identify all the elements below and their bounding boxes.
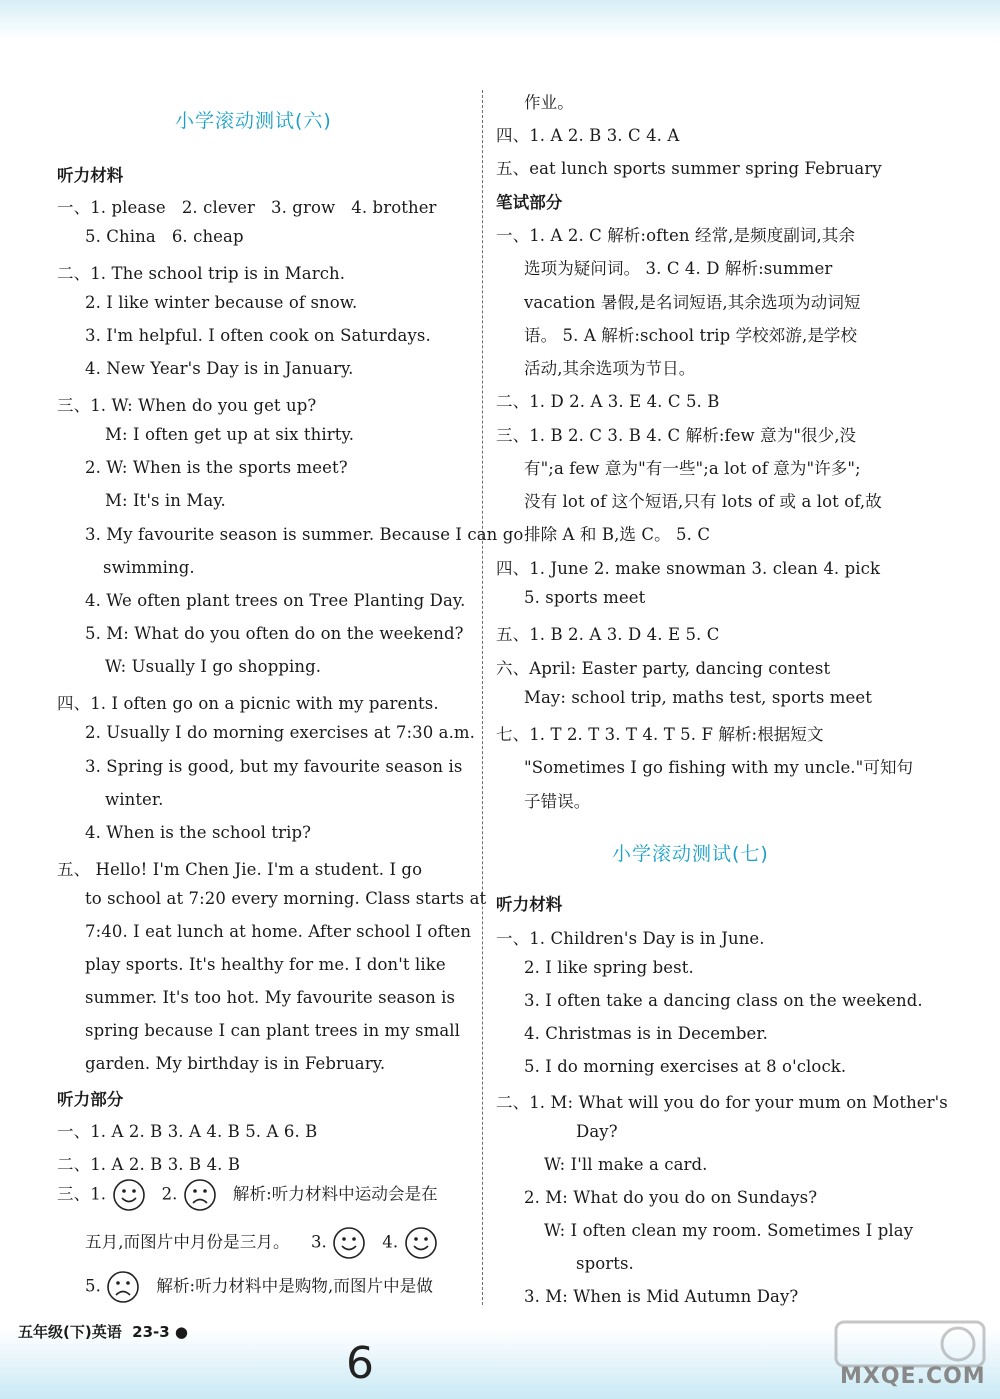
text-line: 四、1. I often go on a picnic with my parents.: [57, 694, 439, 713]
answer-line: 五、eat lunch sports summer spring February: [496, 159, 882, 178]
page-code: 23-3 ●: [132, 1323, 189, 1341]
answer-line: 五、1. B 2. A 3. D 4. E 5. C: [496, 625, 720, 644]
answer-line: 5. China 6. cheap: [85, 227, 244, 246]
text-line: vacation 暑假,是名词短语,其余选项为动词短: [524, 293, 861, 312]
text-line: swimming.: [103, 558, 195, 577]
text-line: 三、1. B 2. C 3. B 4. C 解析:few 意为"很少,没: [496, 426, 857, 445]
heading-listening-part: 听力部分: [57, 1090, 124, 1109]
text-line: play sports. It's healthy for me. I don't like: [85, 955, 446, 974]
answer-line: 四、1. A 2. B 3. C 4. A: [496, 126, 680, 145]
text-line: 没有 lot of 这个短语,只有 lots of 或 a lot of,故: [524, 492, 882, 511]
text-line: 3. My favourite season is summer. Because I can go: [85, 525, 524, 544]
answer-line: 一、1. A 2. B 3. A 4. B 5. A 6. B: [57, 1122, 318, 1141]
text-line: W: Usually I go shopping.: [105, 657, 322, 676]
text-line: winter.: [105, 790, 164, 809]
text-line: 五、 Hello! I'm Chen Jie. I'm a student. I go: [57, 860, 423, 879]
text-line: 活动,其余选项为节日。: [524, 359, 696, 378]
text-line: W: I often clean my room. Sometimes I play: [544, 1221, 914, 1240]
text-line: 7:40. I eat lunch at home. After school I often: [85, 922, 472, 941]
section-title: 小学滚动测试(六): [175, 110, 332, 132]
text-line: 二、1. M: What will you do for your mum on Mother's: [496, 1093, 948, 1112]
text-line: summer. It's too hot. My favourite season is: [85, 988, 456, 1007]
handwritten-page-number: 6: [346, 1338, 374, 1389]
text-line: 2. I like winter because of snow.: [85, 293, 358, 312]
smiley-face-icon: [404, 1226, 438, 1260]
text-line: spring because I can plant trees in my small: [85, 1021, 461, 1040]
text-line: 4. When is the school trip?: [85, 823, 312, 842]
text-line: 一、1. Children's Day is in June.: [496, 929, 765, 948]
text-line: May: school trip, maths test, sports meet: [524, 688, 872, 707]
text-line: 选项为疑问词。 3. C 4. D 解析:summer: [524, 259, 833, 278]
heading-written-part: 笔试部分: [496, 193, 563, 212]
text-line: 5. sports meet: [524, 588, 646, 607]
text-line: garden. My birthday is in February.: [85, 1054, 386, 1073]
text-line: 3. I'm helpful. I often cook on Saturdays.: [85, 326, 431, 345]
text-line: 3. I often take a dancing class on the weekend.: [524, 991, 923, 1010]
text-line: 一、1. A 2. C 解析:often 经常,是频度副词,其余: [496, 226, 856, 245]
column-divider: [482, 90, 483, 1305]
answer-line: 二、1. A 2. B 3. B 4. B: [57, 1155, 241, 1174]
text-line: 2. Usually I do morning exercises at 7:30 a.m.: [85, 723, 476, 742]
heading-listening-material: 听力材料: [57, 166, 124, 185]
text-line: W: I'll make a card.: [544, 1155, 708, 1174]
sad-face-icon: [106, 1270, 140, 1304]
text-line: 七、1. T 2. T 3. T 4. T 5. F 解析:根据短文: [496, 725, 824, 744]
text-line: 2. M: What do you do on Sundays?: [524, 1188, 818, 1207]
text-line: to school at 7:20 every morning. Class starts at: [85, 889, 487, 908]
text-line: 四、1. June 2. make snowman 3. clean 4. pick: [496, 559, 881, 578]
text-line: 子错误。: [524, 792, 591, 811]
text-line: Day?: [576, 1122, 618, 1141]
text-line: 2. W: When is the sports meet?: [85, 458, 348, 477]
text-line: "Sometimes I go fishing with my uncle."可知句: [524, 758, 914, 777]
smiley-face-icon: [112, 1178, 146, 1212]
text-line: 4. New Year's Day is in January.: [85, 359, 354, 378]
text-line: 二、1. The school trip is in March.: [57, 264, 346, 283]
text-line: 有";a few 意为"有一些";a lot of 意为"许多";: [524, 459, 861, 478]
text-line: 4. Christmas is in December.: [524, 1024, 768, 1043]
text-line: 六、April: Easter party, dancing contest: [496, 659, 831, 678]
answer-line-faces: 三、1. 2. 解析:听力材料中运动会是在: [57, 1178, 438, 1212]
heading-listening-material: 听力材料: [496, 895, 563, 914]
answer-line-faces: 5. 解析:听力材料中是购物,而图片中是做: [85, 1270, 433, 1304]
top-decor-band: [0, 0, 1000, 40]
text-line: 3. Spring is good, but my favourite season is: [85, 757, 463, 776]
text-line: 排除 A 和 B,选 C。 5. C: [524, 525, 711, 544]
text-line: 2. I like spring best.: [524, 958, 694, 977]
text-line: 5. I do morning exercises at 8 o'clock.: [524, 1057, 847, 1076]
answer-line-faces: 五月,而图片中月份是三月。 3. 4.: [85, 1226, 438, 1260]
section-title: 小学滚动测试(七): [612, 843, 769, 865]
text-line: 作业。: [524, 93, 574, 112]
footer-label: [18, 1321, 188, 1342]
text-line: 4. We often plant trees on Tree Planting Day.: [85, 591, 466, 610]
sad-face-icon: [183, 1178, 217, 1212]
text-line: 3. M: When is Mid Autumn Day?: [524, 1287, 799, 1306]
text-line: M: I often get up at six thirty.: [105, 425, 355, 444]
text-line: 三、1. W: When do you get up?: [57, 396, 317, 415]
smiley-face-icon: [332, 1226, 366, 1260]
text-line: 5. M: What do you often do on the weekend?: [85, 624, 464, 643]
grade-subject: 五年级(下)英语: [18, 1323, 122, 1341]
answer-line: 二、1. D 2. A 3. E 4. C 5. B: [496, 392, 720, 411]
watermark-text: MXQE.COM: [840, 1364, 986, 1389]
text-line: M: It's in May.: [105, 491, 226, 510]
text-line: sports.: [576, 1254, 634, 1273]
answer-line: 一、1. please 2. clever 3. grow 4. brother: [57, 198, 437, 217]
text-line: 语。 5. A 解析:school trip 学校郊游,是学校: [524, 326, 858, 345]
